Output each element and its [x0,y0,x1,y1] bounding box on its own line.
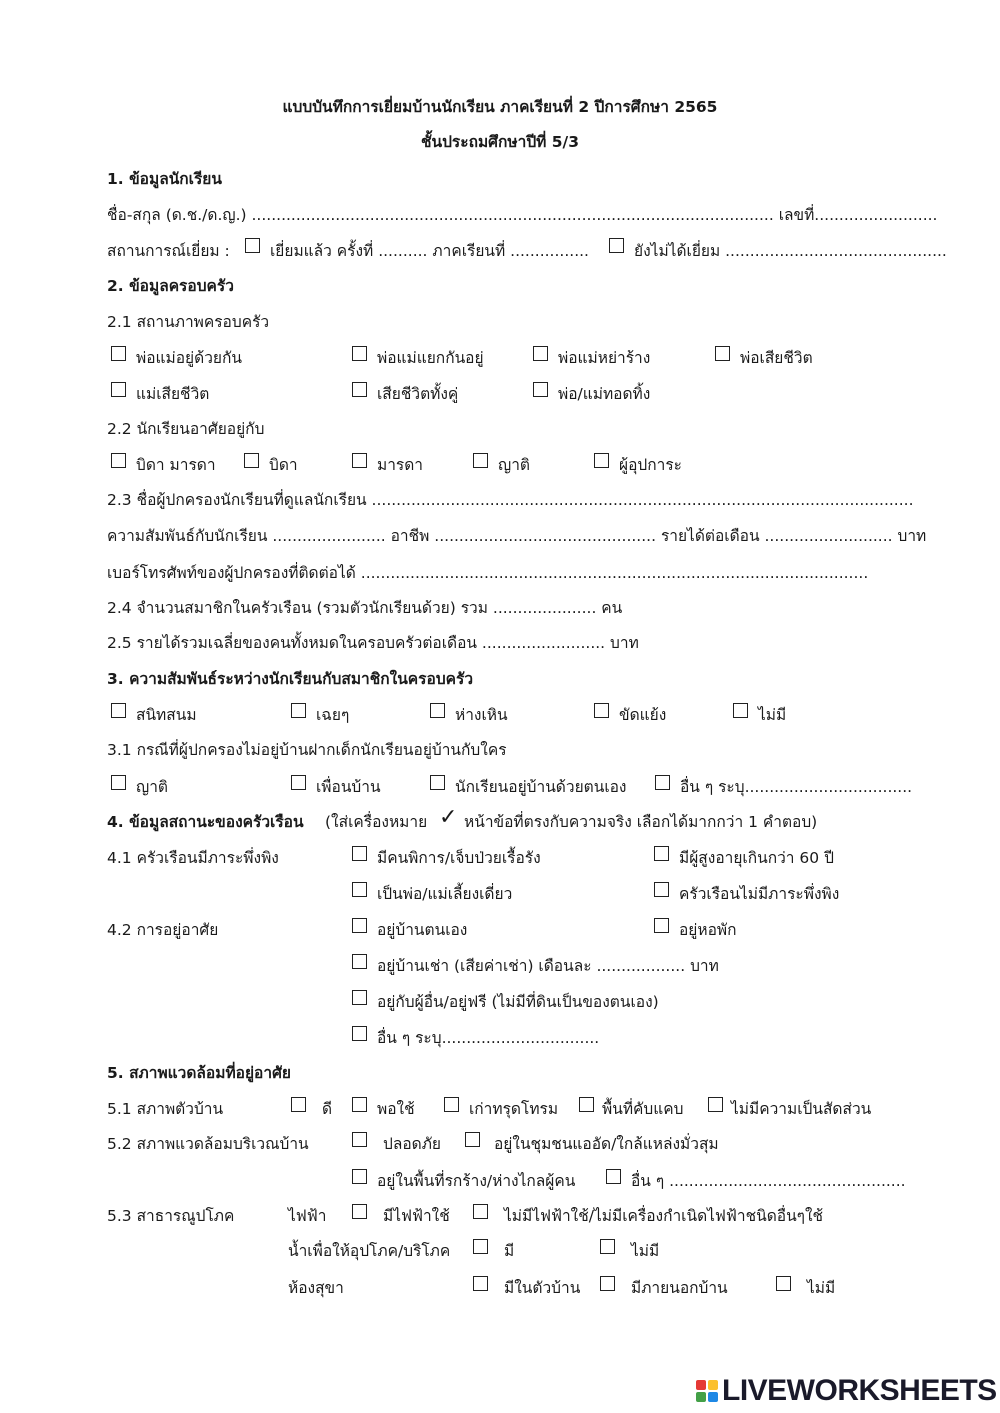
dependency-checkbox[interactable] [352,882,367,897]
housing-checkbox[interactable] [352,1026,367,1041]
house-condition-option: พื้นที่คับแคบ [602,1100,684,1118]
house-condition-option: พอใช้ [377,1100,415,1118]
section-4-heading: 4. ข้อมูลสถานะของครัวเรือน [107,813,304,831]
family-status-option: เสียชีวิตทั้งคู่ [377,385,459,403]
electricity-option: มีไฟฟ้าใช้ [383,1207,450,1225]
electricity-option: ไม่มีไฟฟ้าใช้/ไม่มีเครื่องกำเนิดไฟฟ้าชนิดอื่นๆใช้ [504,1207,824,1225]
family-status-checkbox[interactable] [533,382,548,397]
family-status-checkbox[interactable] [111,382,126,397]
family-status-option: พ่อเสียชีวิต [740,349,813,367]
water-option: มี [504,1242,515,1260]
dependency-option: มีคนพิการ/เจ็บป่วยเรื้อรัง [377,849,541,867]
household-members-line[interactable]: 2.4 จำนวนสมาชิกในครัวเรือน (รวมตัวนักเรียนด้วย) รวม ..................... คน [107,599,623,617]
q52-label: 5.2 สภาพแวดล้อมบริเวณบ้าน [107,1135,309,1153]
family-status-checkbox[interactable] [715,346,730,361]
relationship-checkbox[interactable] [594,703,609,718]
housing-option: อื่น ๆ ระบุ................................ [377,1029,600,1047]
environment-checkbox[interactable] [352,1169,367,1184]
lives-with-option: บิดา [269,456,298,474]
not-visited-checkbox[interactable] [609,238,624,253]
household-income-line[interactable]: 2.5 รายได้รวมเฉลี่ยของคนทั้งหมดในครอบครัวต่อเดือน ......................... บาท [107,634,639,652]
lives-with-checkbox[interactable] [244,453,259,468]
page-subtitle: ชั้นประถมศึกษาปีที่ 5/3 [420,133,580,151]
family-status-option: แม่เสียชีวิต [136,385,210,403]
environment-option: อยู่ในพื้นที่รกร้าง/ห่างไกลผู้คน [377,1172,576,1190]
family-status-option: พ่อ/แม่ทอดทิ้ง [558,385,651,403]
family-status-option: พ่อแม่แยกกันอยู่ [377,349,484,367]
q22-label: 2.2 นักเรียนอาศัยอยู่กับ [107,420,265,438]
house-condition-checkbox[interactable] [352,1097,367,1112]
lives-with-option: ญาติ [498,456,530,474]
family-status-checkbox[interactable] [352,346,367,361]
environment-checkbox[interactable] [465,1132,480,1147]
family-status-checkbox[interactable] [533,346,548,361]
housing-option: อยู่บ้านตนเอง [377,921,468,939]
house-condition-option: ดี [322,1100,333,1118]
environment-option: อยู่ในชุมชนแออัด/ใกล้แหล่งมั่วสุม [494,1135,719,1153]
q53-label: 5.3 สาธารณูปโภค [107,1207,235,1225]
toilet-option: มีในตัวบ้าน [504,1279,581,1297]
toilet-option: ไม่มี [807,1279,836,1297]
dependency-option: ครัวเรือนไม่มีภาระพึ่งพิง [679,885,840,903]
environment-checkbox[interactable] [352,1132,367,1147]
relationship-checkbox[interactable] [291,703,306,718]
q41-label: 4.1 ครัวเรือนมีภาระพึ่งพิง [107,849,279,867]
guardian-name-line[interactable]: 2.3 ชื่อผู้ปกครองนักเรียนที่ดูแลนักเรียน .............................................................................................................. [107,491,914,509]
lives-with-checkbox[interactable] [594,453,609,468]
toilet-checkbox[interactable] [600,1276,615,1291]
caretaker-checkbox[interactable] [430,775,445,790]
relationship-option: ไม่มี [758,706,787,724]
caretaker-option: เพื่อนบ้าน [316,778,381,796]
dependency-checkbox[interactable] [654,846,669,861]
not-visited-label: ยังไม่ได้เยี่ยม ............................................. [634,242,947,260]
section-5-heading: 5. สภาพแวดล้อมที่อยู่อาศัย [107,1064,291,1082]
section-3-heading: 3. ความสัมพันธ์ระหว่างนักเรียนกับสมาชิกในครอบครัว [107,670,474,688]
house-condition-option: เก่าทรุดโทรม [469,1100,559,1118]
toilet-checkbox[interactable] [776,1276,791,1291]
lives-with-option: บิดา มารดา [136,456,216,474]
dependency-option: มีผู้สูงอายุเกินกว่า 60 ปี [679,849,834,867]
page-title: แบบบันทึกการเยี่ยมบ้านนักเรียน ภาคเรียนที่ 2 ปีการศึกษา 2565 [282,98,718,116]
housing-option: อยู่บ้านเช่า (เสียค่าเช่า) เดือนละ .................. บาท [377,957,719,975]
relationship-option: เฉยๆ [316,706,350,724]
house-condition-checkbox[interactable] [444,1097,459,1112]
toilet-label: ห้องสุขา [288,1279,344,1297]
relationship-checkbox[interactable] [430,703,445,718]
section-2-heading: 2. ข้อมูลครอบครัว [107,277,234,295]
lives-with-checkbox[interactable] [111,453,126,468]
toilet-option: มีภายนอกบ้าน [631,1279,728,1297]
relationship-checkbox[interactable] [111,703,126,718]
lives-with-checkbox[interactable] [473,453,488,468]
relationship-checkbox[interactable] [733,703,748,718]
caretaker-option: ญาติ [136,778,168,796]
house-condition-checkbox[interactable] [708,1097,723,1112]
visited-label: เยี่ยมแล้ว ครั้งที่ .......... ภาคเรียนที่ ................ [270,242,589,260]
relationship-option: ห่างเหิน [455,706,508,724]
water-checkbox[interactable] [600,1239,615,1254]
environment-option: อื่น ๆ ................................................ [631,1172,906,1190]
house-condition-checkbox[interactable] [579,1097,594,1112]
q51-label: 5.1 สภาพตัวบ้าน [107,1100,224,1118]
housing-checkbox[interactable] [352,918,367,933]
dependency-checkbox[interactable] [352,846,367,861]
electricity-checkbox[interactable] [473,1204,488,1219]
water-checkbox[interactable] [473,1239,488,1254]
electricity-label: ไฟฟ้า [288,1207,327,1225]
section-4-note-end: หน้าข้อที่ตรงกับความจริง เลือกได้มากกว่า 1 คำตอบ) [464,813,818,831]
relationship-option: สนิทสนม [136,706,197,724]
relationship-option: ขัดแย้ง [619,706,667,724]
q31-label: 3.1 กรณีที่ผู้ปกครองไม่อยู่บ้านฝากเด็กนักเรียนอยู่บ้านกับใคร [107,741,507,759]
caretaker-checkbox[interactable] [655,775,670,790]
section-1-heading: 1. ข้อมูลนักเรียน [107,170,222,188]
dependency-option: เป็นพ่อ/แม่เลี้ยงเดี่ยว [377,885,513,903]
family-status-checkbox[interactable] [111,346,126,361]
housing-checkbox[interactable] [352,954,367,969]
q21-label: 2.1 สถานภาพครอบครัว [107,313,270,331]
visit-label: สถานการณ์เยี่ยม : [107,242,230,260]
house-condition-option: ไม่มีความเป็นสัดส่วน [731,1100,872,1118]
environment-checkbox[interactable] [606,1169,621,1184]
water-label: น้ำเพื่อให้อุปโภค/บริโภค [288,1242,451,1260]
guardian-phone-line[interactable]: เบอร์โทรศัพท์ของผู้ปกครองที่ติดต่อได้ ....................................................................................................... [107,564,869,582]
liveworksheets-logo[interactable]: LIVEWORKSHEETS [722,1374,997,1407]
section-4-note: (ใส่เครื่องหมาย [325,813,428,831]
family-status-option: พ่อแม่หย่าร้าง [558,349,651,367]
lives-with-option: ผู้อุปการะ [619,456,682,474]
relation-line[interactable]: ความสัมพันธ์กับนักเรียน ....................... อาชีพ ............................................. รายได้ต่อเดือน .......................... บาท [107,527,927,545]
electricity-checkbox[interactable] [352,1204,367,1219]
house-condition-checkbox[interactable] [291,1097,306,1112]
caretaker-checkbox[interactable] [111,775,126,790]
environment-option: ปลอดภัย [383,1135,442,1153]
housing-option: อยู่หอพัก [679,921,737,939]
check-mark-icon: ✓ [439,805,458,830]
liveworksheets-logo-icon [696,1380,720,1404]
family-status-option: พ่อแม่อยู่ด้วยกัน [136,349,242,367]
student-name-line[interactable]: ชื่อ-สกุล (ด.ช./ด.ญ.) .......................................................................................................... เลขที่......................... [107,206,938,224]
caretaker-option: นักเรียนอยู่บ้านด้วยตนเอง [455,778,627,796]
lives-with-checkbox[interactable] [352,453,367,468]
toilet-checkbox[interactable] [473,1276,488,1291]
lives-with-option: มารดา [377,456,424,474]
water-option: ไม่มี [631,1242,660,1260]
housing-option: อยู่กับผู้อื่น/อยู่ฟรี (ไม่มีที่ดินเป็นของตนเอง) [377,993,659,1011]
dependency-checkbox[interactable] [654,882,669,897]
q42-label: 4.2 การอยู่อาศัย [107,921,219,939]
housing-checkbox[interactable] [352,990,367,1005]
family-status-checkbox[interactable] [352,382,367,397]
caretaker-checkbox[interactable] [291,775,306,790]
caretaker-option: อื่น ๆ ระบุ.................................. [680,778,913,796]
visited-checkbox[interactable] [245,238,260,253]
housing-checkbox[interactable] [654,918,669,933]
